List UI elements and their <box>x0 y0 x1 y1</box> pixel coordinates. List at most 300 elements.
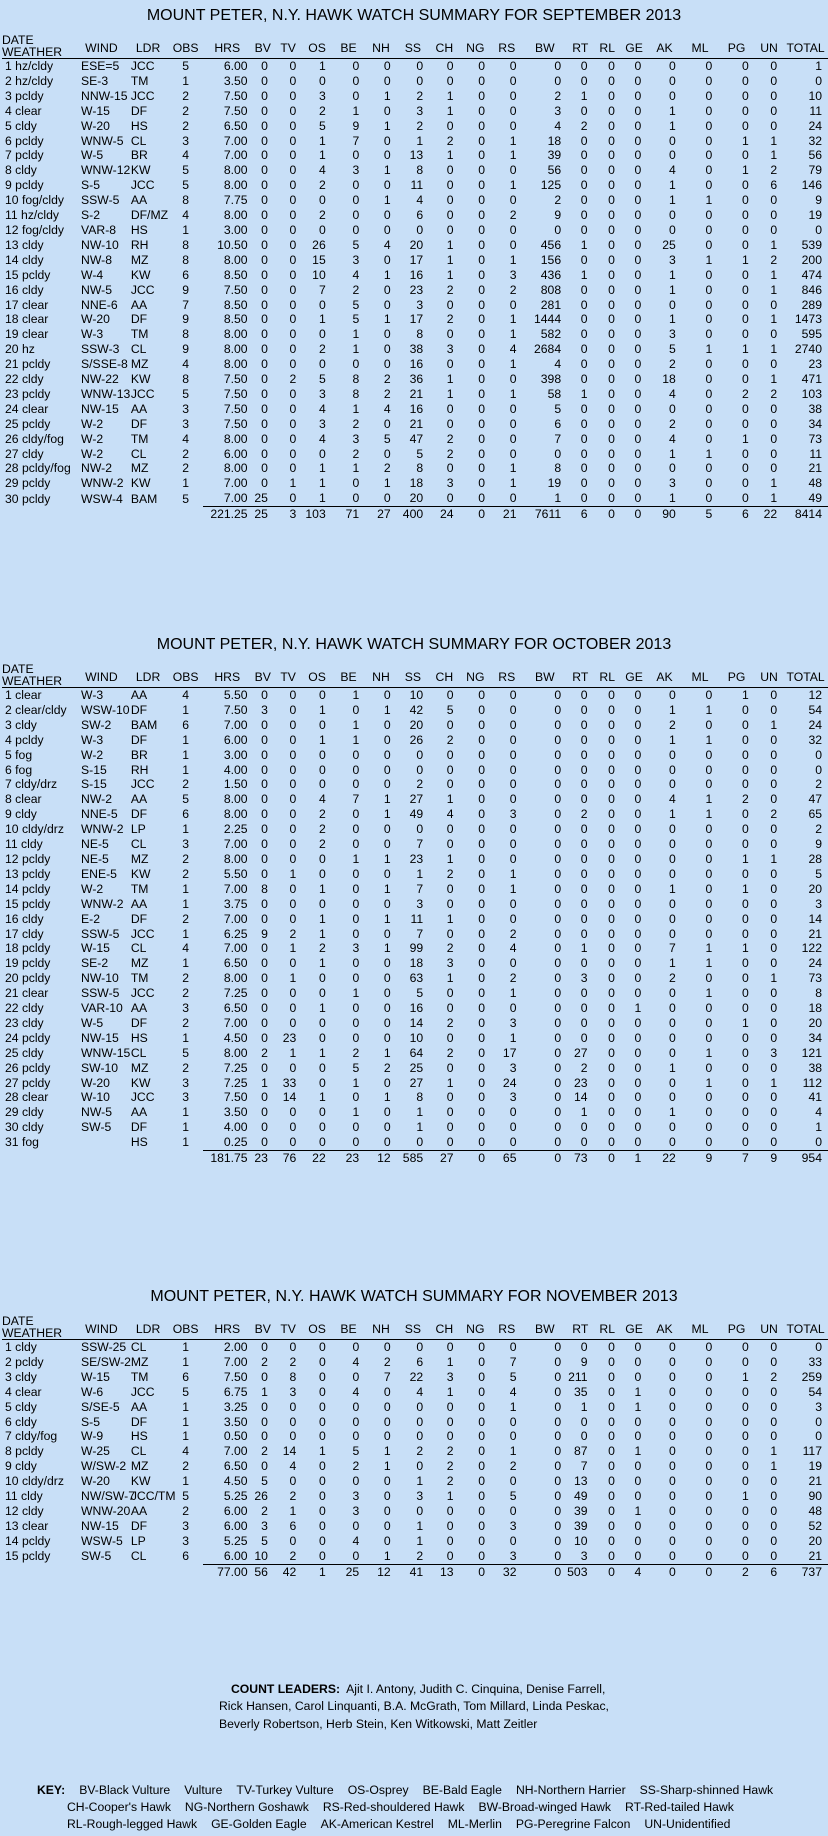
cell-ge: 0 <box>634 178 642 193</box>
cell-obs: 1 <box>182 1474 190 1489</box>
cell-ak: 0 <box>668 986 676 1001</box>
cell-obs: 4 <box>182 431 190 446</box>
cell-ldr: CL <box>130 837 147 852</box>
cell-ss: 6 <box>416 1354 424 1369</box>
cell-bw: 0 <box>554 1120 562 1135</box>
column-header-ge: GE <box>621 1309 647 1340</box>
cell-nh: 0 <box>383 732 391 747</box>
cell-rl: 0 <box>608 986 615 1001</box>
cell-rt: 0 <box>580 133 588 148</box>
cell-bv: 0 <box>261 1459 268 1474</box>
cell-ge: 0 <box>634 237 642 252</box>
column-header-un: UN <box>755 28 783 59</box>
cell-pg: 0 <box>742 926 749 941</box>
cell-ge: 0 <box>634 866 642 881</box>
cell-pg: 0 <box>742 717 749 732</box>
day-row <box>2 852 828 867</box>
total-rl: 0 <box>594 1564 621 1579</box>
cell-tv: 0 <box>289 807 297 822</box>
cell-be: 5 <box>352 312 360 327</box>
cell-total: 200 <box>801 252 822 267</box>
cell-ch: 0 <box>446 896 454 911</box>
cell-ge: 0 <box>634 1369 642 1384</box>
day-row <box>2 1031 828 1046</box>
cell-ng: 0 <box>478 1414 486 1429</box>
cell-bv: 0 <box>261 1399 268 1414</box>
date-weather-cell: 27 pcldy <box>5 1075 51 1090</box>
total-hrs: 77.00 <box>203 1564 252 1579</box>
column-header-bv: BV <box>252 28 274 59</box>
cell-bv: 0 <box>261 717 268 732</box>
cell-bv: 0 <box>261 416 268 431</box>
cell-bw: 125 <box>540 178 562 193</box>
day-row <box>2 867 828 882</box>
cell-ge: 0 <box>634 1459 642 1474</box>
date-weather-cell: 8 pcldy <box>5 1444 44 1459</box>
date-weather-cell: 21 clear <box>5 986 49 1001</box>
cell-rt: 0 <box>580 252 588 267</box>
cell-hrs: 7.25 <box>223 1075 248 1090</box>
cell-ldr: DF <box>130 732 148 747</box>
cell-nh: 0 <box>383 717 391 732</box>
cell-wind: SSW-5 <box>81 193 120 208</box>
cell-un: 0 <box>770 732 778 747</box>
cell-rl: 0 <box>608 1444 615 1459</box>
cell-un: 1 <box>770 133 778 148</box>
cell-ml: 0 <box>705 386 713 401</box>
cell-rs: 24 <box>502 1075 517 1090</box>
cell-nh: 0 <box>383 822 391 837</box>
cell-un: 0 <box>770 1001 778 1016</box>
cell-total: 2 <box>815 777 822 792</box>
cell-ak: 1 <box>668 807 676 822</box>
column-header-ldr: LDR <box>128 1309 169 1340</box>
cell-rt: 0 <box>580 491 588 506</box>
cell-ldr: CL <box>130 1548 147 1563</box>
cell-ml: 0 <box>705 73 713 88</box>
cell-os: 1 <box>318 732 326 747</box>
cell-ng: 0 <box>478 461 486 476</box>
cell-os: 0 <box>318 762 326 777</box>
cell-rl: 0 <box>608 446 615 461</box>
cell-rt: 0 <box>580 178 588 193</box>
cell-rs: 0 <box>509 732 517 747</box>
cell-ch: 0 <box>446 747 454 762</box>
cell-obs: 6 <box>182 267 190 282</box>
cell-obs: 1 <box>182 1135 190 1150</box>
cell-total: 117 <box>802 1444 822 1459</box>
cell-tv: 14 <box>282 1090 297 1105</box>
cell-ml: 0 <box>705 1090 713 1105</box>
cell-os: 2 <box>318 941 326 956</box>
cell-rt: 0 <box>580 851 588 866</box>
cell-hrs: 3.50 <box>223 73 248 88</box>
cell-os: 1 <box>318 148 326 163</box>
cell-un: 0 <box>770 1503 778 1518</box>
cell-ge: 0 <box>634 416 642 431</box>
summary-title: MOUNT PETER, N.Y. HAWK WATCH SUMMARY FOR OCTOBER 2013 <box>156 636 672 653</box>
cell-ss: 0 <box>416 1429 424 1444</box>
cell-hrs: 6.25 <box>223 926 248 941</box>
cell-ss: 8 <box>416 1090 424 1105</box>
cell-ch: 2 <box>446 1474 454 1489</box>
cell-ch: 2 <box>446 446 454 461</box>
cell-nh: 1 <box>383 792 391 807</box>
cell-hrs: 4.00 <box>223 1120 248 1135</box>
cell-un: 0 <box>770 822 778 837</box>
column-header-ch: CH <box>429 28 459 59</box>
cell-wind: SSW-5 <box>81 986 120 1001</box>
cell-ge: 0 <box>634 193 642 208</box>
cell-total: 73 <box>808 971 822 986</box>
total-ge: 1 <box>621 1151 647 1166</box>
cell-bw: 0 <box>554 777 562 792</box>
totals-row <box>2 507 828 522</box>
cell-ml: 0 <box>705 1503 713 1518</box>
cell-un: 0 <box>770 986 778 1001</box>
cell-tv: 2 <box>289 372 297 387</box>
cell-nh: 0 <box>383 866 391 881</box>
key-label: KEY: <box>37 1783 66 1797</box>
cell-pg: 0 <box>742 267 749 282</box>
cell-ldr: KW <box>130 866 151 881</box>
cell-bv: 0 <box>261 777 268 792</box>
cell-ak: 0 <box>668 1015 676 1030</box>
day-row <box>2 119 828 134</box>
cell-un: 0 <box>770 118 778 133</box>
cell-tv: 0 <box>289 193 297 208</box>
cell-tv: 0 <box>289 282 297 297</box>
cell-bw: 0 <box>554 1015 562 1030</box>
day-row <box>2 432 828 447</box>
cell-ml: 0 <box>705 372 713 387</box>
cell-rl: 0 <box>608 208 615 223</box>
cell-bw: 0 <box>554 1518 562 1533</box>
cell-ml: 0 <box>705 881 713 896</box>
cell-nh: 1 <box>383 1045 391 1060</box>
column-header-ldr: LDR <box>128 28 169 59</box>
cell-ak: 0 <box>668 1459 676 1474</box>
cell-obs: 2 <box>182 446 190 461</box>
cell-rl: 0 <box>608 327 615 342</box>
cell-ng: 0 <box>478 1045 486 1060</box>
cell-wind: SE-3 <box>81 73 109 88</box>
day-row <box>2 59 828 74</box>
totals-row <box>2 1151 828 1166</box>
cell-wind: SW-10 <box>81 1060 119 1075</box>
cell-bw: 0 <box>554 73 562 88</box>
cell-be: 0 <box>352 807 360 822</box>
cell-ng: 0 <box>478 837 486 852</box>
cell-bw: 0 <box>554 1489 562 1504</box>
column-header-ch: CH <box>429 1309 459 1340</box>
cell-pg: 0 <box>742 1533 749 1548</box>
day-row <box>2 837 828 852</box>
cell-ss: 4 <box>416 193 424 208</box>
day-row <box>2 777 828 792</box>
cell-ml: 0 <box>705 133 713 148</box>
cell-ss: 1 <box>416 1105 424 1120</box>
cell-nh: 0 <box>383 1399 391 1414</box>
cell-pg: 0 <box>742 1075 749 1090</box>
cell-un: 1 <box>770 971 778 986</box>
cell-total: 846 <box>801 282 822 297</box>
cell-total: 73 <box>808 431 822 446</box>
cell-rs: 0 <box>509 401 517 416</box>
cell-pg: 2 <box>742 792 749 807</box>
cell-total: 9 <box>815 193 822 208</box>
cell-tv: 0 <box>289 1001 297 1016</box>
cell-bv: 3 <box>261 702 268 717</box>
cell-ch: 0 <box>446 777 454 792</box>
key-entry: BV-Black Vulture <box>79 1783 171 1797</box>
column-header-ldr: LDR <box>128 657 169 688</box>
cell-rt: 0 <box>580 1120 588 1135</box>
cell-ng: 0 <box>478 896 486 911</box>
cell-bv: 0 <box>261 461 268 476</box>
cell-bw: 2 <box>554 193 562 208</box>
cell-ldr: MZ <box>130 1459 149 1474</box>
cell-ge: 0 <box>634 941 642 956</box>
cell-bv: 2 <box>261 1444 268 1459</box>
cell-obs: 1 <box>182 222 190 237</box>
cell-rt: 0 <box>580 327 588 342</box>
cell-ng: 0 <box>478 1001 486 1016</box>
cell-wind: VAR-10 <box>81 1001 123 1016</box>
cell-os: 1 <box>318 1444 326 1459</box>
cell-rs: 1 <box>509 881 517 896</box>
cell-ng: 0 <box>478 327 486 342</box>
cell-ldr: AA <box>130 297 148 312</box>
cell-pg: 0 <box>742 372 749 387</box>
cell-ge: 0 <box>634 732 642 747</box>
cell-ch: 0 <box>446 1399 454 1414</box>
cell-rt: 14 <box>573 1090 588 1105</box>
cell-un: 0 <box>770 688 778 702</box>
cell-ldr: RH <box>130 237 149 252</box>
cell-ml: 0 <box>705 222 713 237</box>
date-weather-cell: 16 cldy <box>5 911 44 926</box>
cell-rt: 1 <box>580 88 588 103</box>
cell-wind: NE-5 <box>81 837 109 852</box>
day-row <box>2 104 828 119</box>
day-row <box>2 238 828 253</box>
cell-ng: 0 <box>478 252 486 267</box>
cell-hrs: 0.50 <box>223 1429 248 1444</box>
cell-ml: 1 <box>705 1045 713 1060</box>
cell-ml: 0 <box>705 1399 713 1414</box>
date-weather-cell: 21 pcldy <box>5 357 51 372</box>
total-ng: 0 <box>460 1564 491 1579</box>
cell-rl: 0 <box>608 222 615 237</box>
cell-rs: 0 <box>509 702 517 717</box>
column-header-ak: AK <box>647 657 682 688</box>
cell-bw: 1 <box>554 491 562 506</box>
cell-tv: 0 <box>289 1120 297 1135</box>
cell-rt: 0 <box>580 222 588 237</box>
date-weather-cell: 6 fog <box>5 762 33 777</box>
cell-rt: 13 <box>573 1474 588 1489</box>
cell-un: 0 <box>770 926 778 941</box>
day-row <box>2 387 828 402</box>
cell-hrs: 7.50 <box>223 1369 248 1384</box>
cell-ss: 36 <box>409 372 424 387</box>
summary-table <box>2 657 828 1166</box>
cell-pg: 0 <box>742 1354 749 1369</box>
cell-rt: 9 <box>580 1354 588 1369</box>
cell-total: 48 <box>808 476 822 491</box>
cell-un: 0 <box>770 956 778 971</box>
key-entry: AK-American Kestrel <box>320 1816 434 1831</box>
cell-ml: 1 <box>705 1075 713 1090</box>
cell-ge: 0 <box>634 1340 642 1354</box>
cell-rt: 1 <box>580 941 588 956</box>
cell-tv: 1 <box>289 971 297 986</box>
cell-ak: 2 <box>668 971 676 986</box>
cell-os: 1 <box>318 1045 326 1060</box>
cell-ss: 20 <box>409 717 424 732</box>
leaders-line-1: Ajit I. Antony, Judith C. Cinquina, Denise Farrell, <box>346 1682 606 1696</box>
cell-ge: 0 <box>634 446 642 461</box>
day-row <box>2 703 828 718</box>
cell-ge: 0 <box>634 357 642 372</box>
date-weather-cell: 3 cldy <box>5 1369 37 1384</box>
cell-rl: 0 <box>608 342 615 357</box>
cell-total: 1 <box>815 1120 822 1135</box>
cell-ak: 0 <box>668 1090 676 1105</box>
cell-rl: 0 <box>608 851 615 866</box>
cell-wind: WNW-13 <box>81 386 131 401</box>
column-header-be: BE <box>332 1309 365 1340</box>
cell-ml: 1 <box>705 732 713 747</box>
cell-rl: 0 <box>608 1384 615 1399</box>
cell-nh: 2 <box>383 386 391 401</box>
cell-hrs: 7.50 <box>223 282 248 297</box>
cell-rs: 0 <box>509 717 517 732</box>
cell-ch: 2 <box>446 1459 454 1474</box>
cell-wind: NW-15 <box>81 1030 119 1045</box>
cell-pg: 0 <box>742 327 749 342</box>
cell-be: 0 <box>352 881 360 896</box>
cell-nh: 1 <box>383 267 391 282</box>
cell-ldr: BR <box>130 747 148 762</box>
cell-bw: 0 <box>554 446 562 461</box>
cell-be: 0 <box>352 222 360 237</box>
cell-wind: WNW-20 <box>81 1503 131 1518</box>
cell-rl: 0 <box>608 1474 615 1489</box>
cell-ge: 0 <box>634 133 642 148</box>
cell-hrs: 0.25 <box>223 1135 248 1150</box>
cell-bw: 0 <box>554 911 562 926</box>
cell-tv: 6 <box>289 1518 297 1533</box>
cell-ng: 0 <box>478 866 486 881</box>
cell-ldr: CL <box>130 133 147 148</box>
date-weather-cell: 11 cldy <box>5 837 43 852</box>
cell-hrs: 8.00 <box>223 357 248 372</box>
cell-ldr: JCC/TM <box>130 1489 176 1504</box>
cell-tv: 0 <box>289 148 297 163</box>
cell-un: 0 <box>770 1474 778 1489</box>
cell-ml: 0 <box>705 896 713 911</box>
cell-hrs: 7.25 <box>223 1060 248 1075</box>
cell-bw: 18 <box>547 133 562 148</box>
cell-nh: 2 <box>383 1060 391 1075</box>
cell-os: 2 <box>318 178 326 193</box>
cell-nh: 0 <box>383 896 391 911</box>
total-ml: 0 <box>682 1564 719 1579</box>
day-row <box>2 763 828 778</box>
cell-os: 0 <box>318 1489 326 1504</box>
cell-ch: 0 <box>446 1001 454 1016</box>
cell-bv: 0 <box>261 59 268 73</box>
date-weather-cell: 18 pcldy <box>5 941 51 956</box>
column-header-ss: SS <box>397 28 429 59</box>
day-row <box>2 1105 828 1120</box>
cell-bw: 398 <box>540 372 562 387</box>
total-rs: 21 <box>491 507 522 522</box>
cell-total: 38 <box>808 401 822 416</box>
cell-bw: 3 <box>554 103 562 118</box>
cell-un: 0 <box>770 1399 778 1414</box>
cell-rt: 0 <box>580 312 588 327</box>
cell-bv: 0 <box>261 1414 268 1429</box>
day-row <box>2 1370 828 1385</box>
cell-bw: 0 <box>554 792 562 807</box>
date-weather-cell: 30 pcldy <box>5 491 51 506</box>
totals-row <box>2 1564 828 1579</box>
cell-nh: 1 <box>383 312 391 327</box>
cell-ss: 0 <box>416 1503 424 1518</box>
cell-total: 103 <box>801 386 822 401</box>
cell-ss: 0 <box>416 59 424 73</box>
cell-ldr: MZ <box>130 1354 149 1369</box>
day-row <box>2 491 828 506</box>
cell-hrs: 3.00 <box>223 747 248 762</box>
cell-obs: 8 <box>182 193 190 208</box>
cell-ldr: LP <box>130 1533 146 1548</box>
cell-ng: 0 <box>478 1135 486 1150</box>
cell-ng: 0 <box>478 688 486 702</box>
cell-ml: 0 <box>705 178 713 193</box>
total-nh: 12 <box>365 1564 396 1579</box>
cell-be: 4 <box>352 1533 360 1548</box>
cell-ml: 0 <box>705 1489 713 1504</box>
cell-pg: 0 <box>742 762 749 777</box>
cell-obs: 5 <box>182 59 190 73</box>
cell-ldr: MZ <box>130 252 149 267</box>
cell-os: 0 <box>318 1030 326 1045</box>
column-header-hrs: HRS <box>203 1309 252 1340</box>
total-hrs: 221.25 <box>203 507 252 522</box>
cell-ak: 4 <box>668 386 676 401</box>
cell-ldr: CL <box>130 1340 147 1354</box>
cell-ge: 0 <box>634 971 642 986</box>
summary-title: MOUNT PETER, N.Y. HAWK WATCH SUMMARY FOR NOVEMBER 2013 <box>150 1288 678 1305</box>
cell-obs: 1 <box>182 822 190 837</box>
cell-ng: 0 <box>478 881 486 896</box>
cell-ss: 26 <box>409 732 424 747</box>
cell-bv: 0 <box>261 792 268 807</box>
cell-wind: S-15 <box>81 762 107 777</box>
cell-rl: 0 <box>608 1503 615 1518</box>
date-weather-cell: 20 hz <box>5 342 35 357</box>
cell-pg: 1 <box>742 252 749 267</box>
cell-ldr: KW <box>130 476 151 491</box>
column-header-date-weather <box>2 1309 75 1340</box>
cell-total: 0 <box>815 1340 822 1354</box>
cell-un: 0 <box>770 911 778 926</box>
cell-nh: 0 <box>383 1001 391 1016</box>
